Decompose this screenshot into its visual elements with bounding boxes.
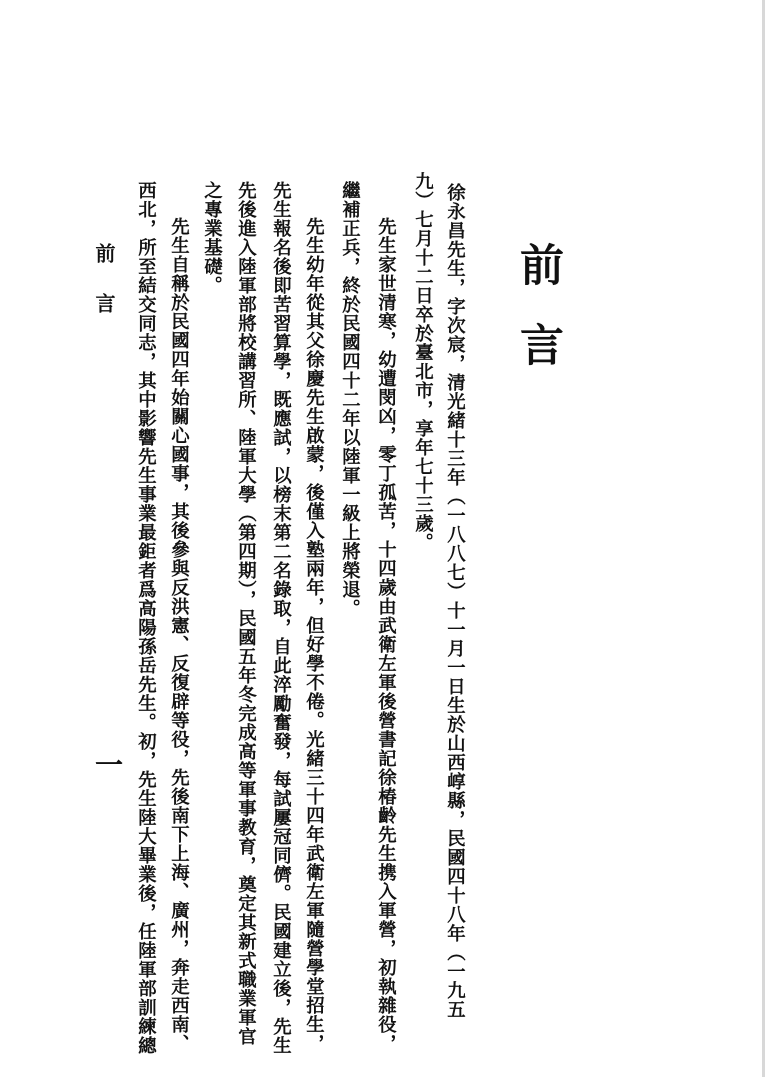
page-title: 前言 <box>512 242 563 402</box>
text-column-2: 九）七月十二日卒於臺北市，享年七十三歲。 <box>412 172 434 552</box>
page-number: 一 <box>91 750 124 778</box>
text-column-1: 徐永昌先生，字次宸，清光緒十三年（一八八七）十一月一日生於山西崞縣，民國四十八年（一九五 <box>444 183 466 1019</box>
text-column-9: 先生自稱於民國四年始關心國事，其後參與反洪憲、反復辟等役，先後南下上海、廣州，奔走西南、 <box>168 198 190 1053</box>
text-column-4: 繼補正兵，終於民國四十二年以陸軍一級上將榮退。 <box>339 181 361 618</box>
scan-artifact <box>762 0 765 1077</box>
text-column-8: 之專業基礎。 <box>201 181 223 295</box>
text-column-10: 西北，所至結交同志，其中影響先生事業最鉅者爲高陽孫岳先生。初，先生陸大畢業後，任陸軍部訓練總 <box>135 181 157 1055</box>
text-column-3: 先生家世清寒，幼遭閔凶，零丁孤苦，十四歲由武衛左軍後營書記徐椿齡先生携入軍營，初執雜役， <box>375 198 397 1053</box>
text-column-7: 先後進入陸軍部將校講習所、陸軍大學（第四期），民國五年冬完成高等軍事教育，奠定其新式職業軍官 <box>235 181 257 1046</box>
text-column-5: 先生幼年從其父徐慶先生啟蒙，後僅入塾兩年，但好學不倦。光緒三十四年武衛左軍隨營學堂招生， <box>303 198 325 1053</box>
running-head: 前言 <box>92 243 116 343</box>
text-column-6: 先生報名後即苦習算學，既應試，以榜末第二名錄取，自此淬勵奮發，每試屢冠同儕。民國建立後，先生 <box>270 181 292 1055</box>
